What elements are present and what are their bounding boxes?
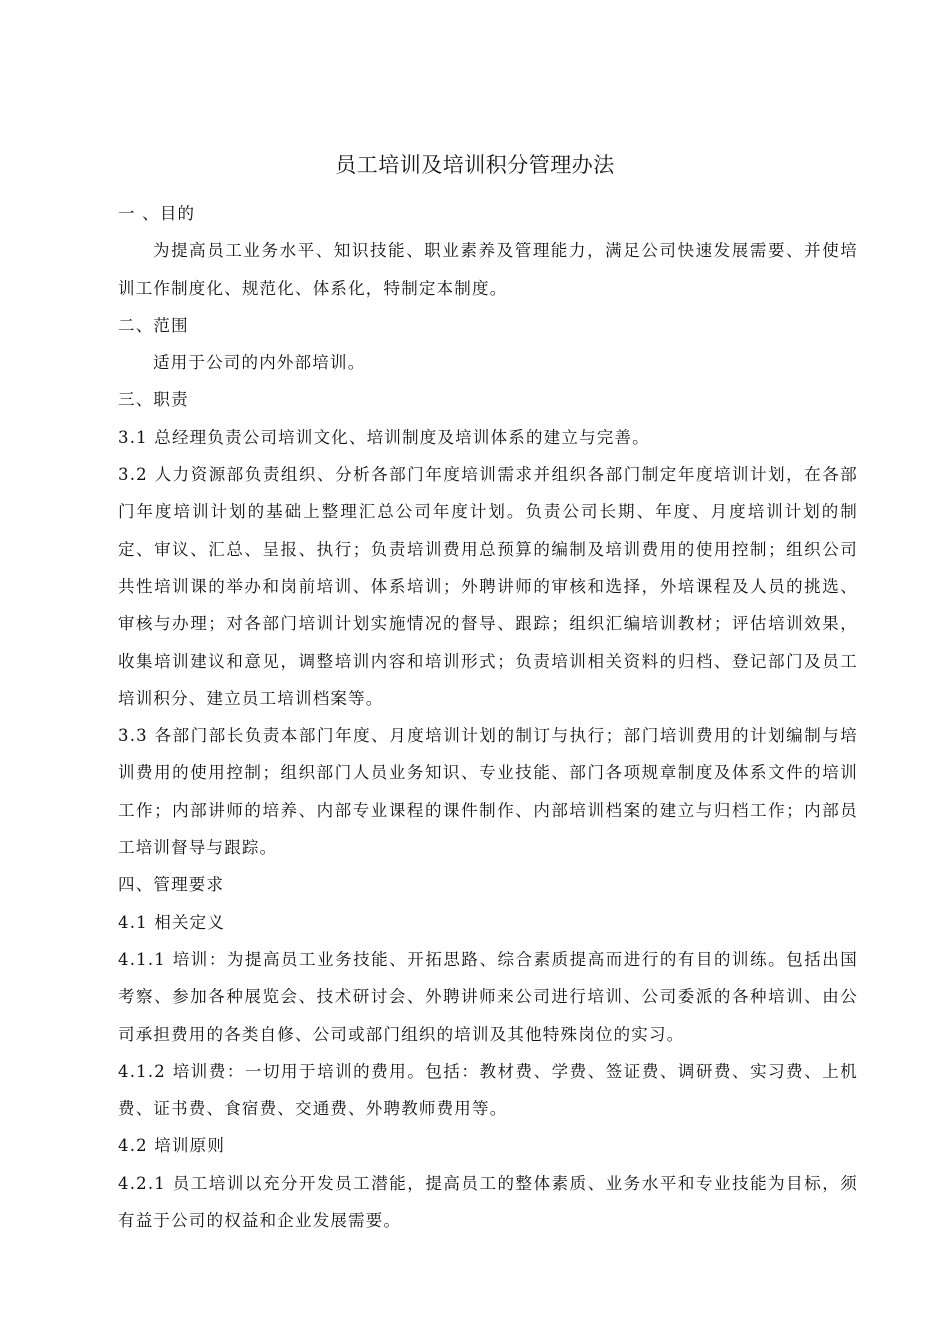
document-body [118,195,858,1239]
purpose-paragraph: 为提高员工业务水平、知识技能、职业素养及管理能力，满足公司快速发展需要、并使培训工作制度化、规范化、体系化，特制定本制度。 [118,241,858,298]
document-title: 员工培训及培训积分管理办法 [335,153,615,177]
clause-3-2: 3.2 人力资源部负责组织、分析各部门年度培训需求并组织各部门制定年度培训计划，在各部门年度培训计划的基础上整理汇总公司年度计划。负责公司长期、年度、月度培训计划的制定、审议、汇总、呈报、执行；负责培训费用总预算的编制及培训费用的使用控制；组织公司共性培训课的举办和岗前培训、体系培训；外聘讲师的审核和选择，外培课程及人员的挑选、审核与办理；对各部门培训计划实施情况的督导、跟踪；组织汇编培训教材；评估培训效果，收集培训建议和意见，调整培训内容和培训形式；负责培训相关资料的归档、登记部门及员工培训积分、建立员工培训档案等。 [118,465,858,708]
section-heading-responsibilities: 三、职责 [118,390,189,410]
subheading-4-2: 4.2 培训原则 [118,1136,226,1156]
section-heading-scope: 二、范围 [118,315,189,335]
clause-3-3: 3.3 各部门部长负责本部门年度、月度培训计划的制订与执行；部门培训费用的计划编制与培训费用的使用控制；组织部门人员业务知识、专业技能、部门各项规章制度及体系文件的培训工作；内部讲师的培养、内部专业课程的课件制作、内部培训档案的建立与归档工作；内部员工培训督导与跟踪。 [118,726,858,858]
clause-3-1: 3.1 总经理负责公司培训文化、培训制度及培训体系的建立与完善。 [118,427,650,447]
subheading-4-1: 4.1 相关定义 [118,912,226,932]
clause-4-1-1: 4.1.1 培训：为提高员工业务技能、开拓思路、综合素质提高而进行的有目的训练。包括出国考察、参加各种展览会、技术研讨会、外聘讲师来公司进行培训、公司委派的各种培训、由公司承担费用的各类自修、公司或部门组织的培训及其他特殊岗位的实习。 [118,949,858,1044]
clause-4-2-1: 4.2.1 员工培训以充分开发员工潜能，提高员工的整体素质、业务水平和专业技能为目标，须有益于公司的权益和企业发展需要。 [118,1173,858,1231]
section-heading-purpose: 一 、目的 [118,204,196,223]
section-heading-management: 四、管理要求 [118,875,225,895]
clause-4-1-2: 4.1.2 培训费：一切用于培训的费用。包括：教材费、学费、签证费、调研费、实习费、上机费、证书费、食宿费、交通费、外聘教师费用等。 [118,1061,858,1119]
scope-paragraph: 适用于公司的内外部培训。 [153,353,366,373]
